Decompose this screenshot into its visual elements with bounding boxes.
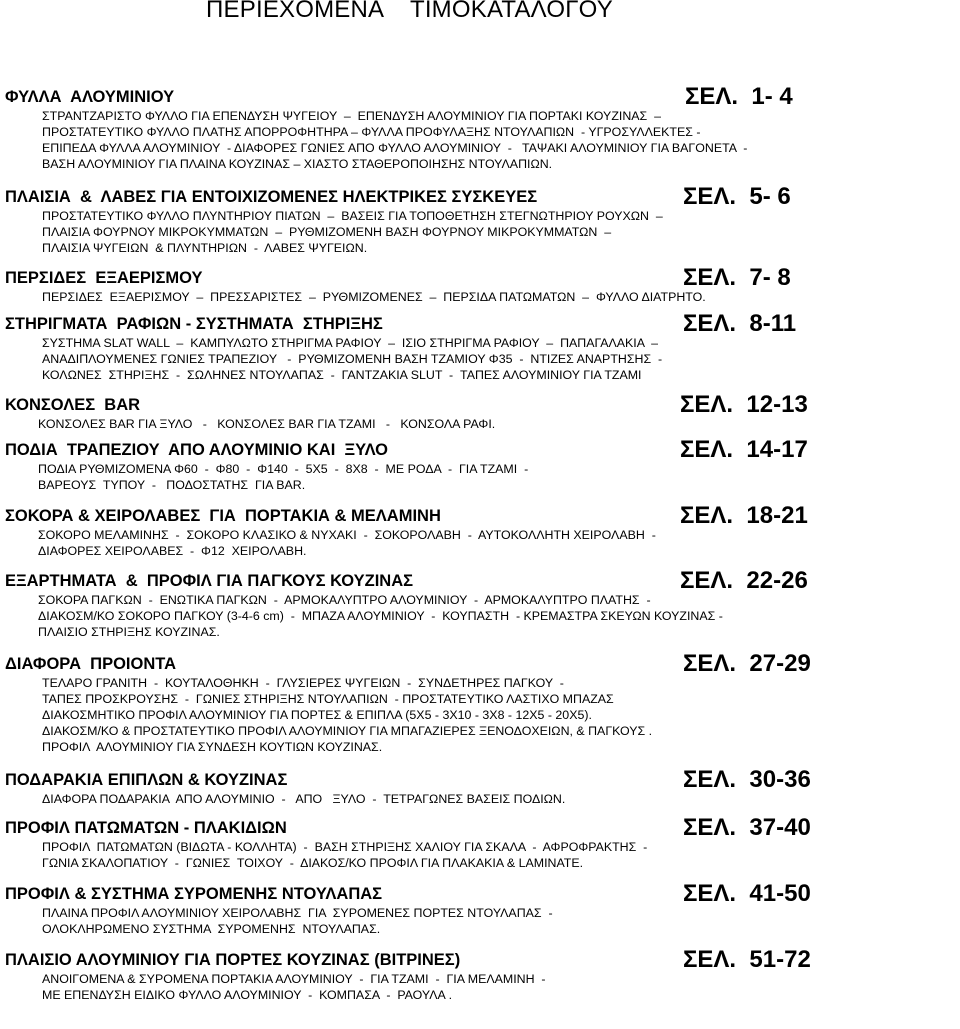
section-line: ΠΛΑΙΣΙΑ ΨΥΓΕΙΩΝ & ΠΛΥΝΤΗΡΙΩΝ - ΛΑΒΕΣ ΨΥΓΕΙΩΝ. [42, 241, 368, 255]
section-heading: ΠΟΔΙΑ ΤΡΑΠΕΖΙΟΥ ΑΠΟ ΑΛΟΥΜΙΝΙΟ ΚΑΙ ΞΥΛΟ [5, 441, 388, 459]
section-line: ΠΛΑΙΣΙΟ ΣΤΗΡΙΞΗΣ ΚΟΥΖΙΝΑΣ. [38, 625, 220, 639]
section-pages: ΣΕΛ. 1- 4 [685, 83, 793, 110]
toc-section [0, 184, 960, 256]
section-pages: ΣΕΛ. 30-36 [683, 766, 811, 793]
section-heading: ΣΤΗΡΙΓΜΑΤΑ ΡΑΦΙΩΝ - ΣΥΣΤΗΜΑΤΑ ΣΤΗΡΙΞΗΣ [5, 315, 383, 333]
section-header [0, 265, 960, 289]
section-line: ΚΟΛΩΝΕΣ ΣΤΗΡΙΞΗΣ - ΣΩΛΗΝΕΣ ΝΤΟΥΛΑΠΑΣ - ΓΑΝΤΖΑΚΙΑ SLUT - ΤΑΠΕΣ ΑΛΟΥΜΙΝΙΟΥ ΓΙΑ ΤΖΑΜΙ [42, 368, 642, 382]
section-line: ΠΡΟΦΙΛ ΑΛΟΥΜΙΝΙΟΥ ΓΙΑ ΣΥΝΔΕΣΗ ΚΟΥΤΙΩΝ ΚΟΥΖΙΝΑΣ. [42, 740, 383, 754]
toc-section [0, 311, 960, 383]
section-pages: ΣΕΛ. 51-72 [683, 946, 811, 973]
section-line: ΔΙΑΦΟΡΑ ΠΟΔΑΡΑΚΙΑ ΑΠΟ ΑΛΟΥΜΙΝΙΟ - ΑΠΟ ΞΥΛΟ - ΤΕΤΡΑΓΩΝΕΣ ΒΑΣΕΙΣ ΠΟΔΙΩΝ. [42, 792, 566, 806]
section-line: ΔΙΑΚΟΣΜ/ΚΟ ΣΟΚΟΡΟ ΠΑΓΚΟΥ (3-4-6 cm) - ΜΠΑΖΑ ΑΛΟΥΜΙΝΙΟΥ - ΚΟΥΠΑΣΤΗ - ΚΡΕΜΑΣΤΡΑ ΣΚΕΥΩΝ ΚΟΥΖΙΝΑΣ - [38, 609, 723, 623]
section-header [0, 767, 960, 791]
section-line: ΔΙΑΚΟΣΜ/ΚΟ & ΠΡΟΣΤΑΤΕΥΤΙΚΟ ΠΡΟΦΙΛ ΑΛΟΥΜΙΝΙΟΥ ΓΙΑ ΜΠΑΓΑΖΙΕΡΕΣ ΞΕΝΟΔΟΧΕΙΩΝ, & ΠΑΓΚΟΥΣ . [42, 724, 653, 738]
toc-section [0, 437, 960, 493]
section-line: ΠΕΡΣΙΔΕΣ ΕΞΑΕΡΙΣΜΟΥ – ΠΡΕΣΣΑΡΙΣΤΕΣ – ΡΥΘΜΙΖΟΜΕΝΕΣ – ΠΕΡΣΙΔΑ ΠΑΤΩΜΑΤΩΝ – ΦΥΛΛΟ ΔΙΑΤΡΗΤΟ. [42, 290, 706, 304]
section-line: ΠΛΑΙΝΑ ΠΡΟΦΙΛ ΑΛΟΥΜΙΝΙΟΥ ΧΕΙΡΟΛΑΒΗΣ ΓΙΑ ΣΥΡΟΜΕΝΕΣ ΠΟΡΤΕΣ ΝΤΟΥΛΑΠΑΣ - [42, 906, 553, 920]
section-pages: ΣΕΛ. 8-11 [683, 310, 797, 337]
section-line: ΟΛΟΚΛΗΡΩΜΕΝΟ ΣΥΣΤΗΜΑ ΣΥΡΟΜΕΝΗΣ ΝΤΟΥΛΑΠΑΣ. [42, 922, 381, 936]
toc-section [0, 568, 960, 640]
section-heading: ΔΙΑΦΟΡΑ ΠΡΟΙΟΝΤΑ [5, 655, 177, 673]
section-heading: ΠΡΟΦΙΛ & ΣΥΣΤΗΜΑ ΣΥΡΟΜΕΝΗΣ ΝΤΟΥΛΑΠΑΣ [5, 885, 383, 903]
section-line: ΜΕ ΕΠΕΝΔΥΣΗ ΕΙΔΙΚΟ ΦΥΛΛΟ ΑΛΟΥΜΙΝΙΟΥ - ΚΟΜΠΑΣΑ - ΡΑΟΥΛΑ . [42, 988, 453, 1002]
toc-section [0, 767, 960, 807]
section-heading: ΣΟΚΟΡΑ & ΧΕΙΡΟΛΑΒΕΣ ΓΙΑ ΠΟΡΤΑΚΙΑ & ΜΕΛΑΜΙΝΗ [5, 507, 441, 525]
section-line: ΠΡΟΦΙΛ ΠΑΤΩΜΑΤΩΝ (ΒΙΔΩΤΑ - ΚΟΛΛΗΤΑ) - ΒΑΣΗ ΣΤΗΡΙΞΗΣ ΧΑΛΙΟΥ ΓΙΑ ΣΚΑΛΑ - ΑΦΡΟΦΡΑΚΤΗΣ - [42, 840, 648, 854]
section-header [0, 651, 960, 675]
section-line: ΤΑΠΕΣ ΠΡΟΣΚΡΟΥΣΗΣ - ΓΩΝΙΕΣ ΣΤΗΡΙΞΗΣ ΝΤΟΥΛΑΠΙΩΝ - ΠΡΟΣΤΑΤΕΥΤΙΚΟ ΛΑΣΤΙΧΟ ΜΠΑΖΑΣ [42, 692, 614, 706]
section-pages: ΣΕΛ. 18-21 [680, 502, 808, 529]
section-line: ΣΟΚΟΡΟ ΜΕΛΑΜΙΝΗΣ - ΣΟΚΟΡΟ ΚΛΑΣΙΚΟ & ΝΥΧΑΚΙ - ΣΟΚΟΡΟΛΑΒΗ - ΑΥΤΟΚΟΛΛΗΤΗ ΧΕΙΡΟΛΑΒΗ - [38, 528, 656, 542]
section-line: ΒΑΣΗ ΑΛΟΥΜΙΝΙΟΥ ΓΙΑ ΠΛΑΙΝΑ ΚΟΥΖΙΝΑΣ – ΧΙΑΣΤΟ ΣΤΑΘΕΡΟΠΟΙΗΣΗΣ ΝΤΟΥΛΑΠΙΩΝ. [42, 157, 553, 171]
section-heading: ΦΥΛΛΑ ΑΛΟΥΜΙΝΙΟΥ [5, 88, 175, 106]
section-header [0, 815, 960, 839]
section-heading: ΠΛΑΙΣΙΑ & ΛΑΒΕΣ ΓΙΑ ΕΝΤΟΙΧΙΖΟΜΕΝΕΣ ΗΛΕΚΤΡΙΚΕΣ ΣΥΣΚΕΥΕΣ [5, 188, 538, 206]
section-header [0, 311, 960, 335]
section-pages: ΣΕΛ. 14-17 [680, 436, 808, 463]
section-header [0, 184, 960, 208]
section-header [0, 503, 960, 527]
toc-section [0, 503, 960, 559]
toc-section [0, 815, 960, 871]
section-header [0, 84, 960, 108]
section-pages: ΣΕΛ. 22-26 [680, 567, 808, 594]
section-heading: ΠΡΟΦΙΛ ΠΑΤΩΜΑΤΩΝ - ΠΛΑΚΙΔΙΩΝ [5, 819, 287, 837]
toc-section [0, 84, 960, 172]
section-pages: ΣΕΛ. 7- 8 [683, 264, 791, 291]
section-line: ΔΙΑΦΟΡΕΣ ΧΕΙΡΟΛΑΒΕΣ - Φ12 ΧΕΙΡΟΛΑΒΗ. [38, 544, 307, 558]
section-header [0, 437, 960, 461]
section-line: ΣΟΚΟΡΑ ΠΑΓΚΩΝ - ΕΝΩΤΙΚΑ ΠΑΓΚΩΝ - ΑΡΜΟΚΑΛΥΠΤΡΟ ΑΛΟΥΜΙΝΙΟΥ - ΑΡΜΟΚΑΛΥΠΤΡΟ ΠΛΑΤΗΣ - [38, 593, 651, 607]
section-line: ΠΛΑΙΣΙΑ ΦΟΥΡΝΟΥ ΜΙΚΡΟΚΥΜΜΑΤΩΝ – ΡΥΘΜΙΖΟΜΕΝΗ ΒΑΣΗ ΦΟΥΡΝΟΥ ΜΙΚΡΟΚΥΜΜΑΤΩΝ – [42, 225, 612, 239]
section-line: ΠΟΔΙΑ ΡΥΘΜΙΖΟΜΕΝΑ Φ60 - Φ80 - Φ140 - 5Χ5 - 8Χ8 - ΜΕ ΡΟΔΑ - ΓΙΑ ΤΖΑΜΙ - [38, 462, 529, 476]
section-pages: ΣΕΛ. 37-40 [683, 814, 811, 841]
section-pages: ΣΕΛ. 5- 6 [683, 183, 791, 210]
section-heading: ΠΛΑΙΣΙΟ ΑΛΟΥΜΙΝΙΟΥ ΓΙΑ ΠΟΡΤΕΣ ΚΟΥΖΙΝΑΣ (ΒΙΤΡΙΝΕΣ) [5, 951, 461, 969]
section-line: ΕΠΙΠΕΔΑ ΦΥΛΛΑ ΑΛΟΥΜΙΝΙΟΥ - ΔΙΑΦΟΡΕΣ ΓΩΝΙΕΣ ΑΠΟ ΦΥΛΛΟ ΑΛΟΥΜΙΝΙΟΥ - ΤΑΨΑΚΙ ΑΛΟΥΜΙΝΙΟΥ ΓΙΑ ΒΑΓΟΝΕΤΑ - [42, 141, 748, 155]
section-pages: ΣΕΛ. 41-50 [683, 880, 811, 907]
section-header [0, 392, 960, 416]
section-pages: ΣΕΛ. 12-13 [680, 391, 808, 418]
section-line: ΠΡΟΣΤΑΤΕΥΤΙΚΟ ΦΥΛΛΟ ΠΛΥΝΤΗΡΙΟΥ ΠΙΑΤΩΝ – ΒΑΣΕΙΣ ΓΙΑ ΤΟΠΟΘΕΤΗΣΗ ΣΤΕΓΝΩΤΗΡΙΟΥ ΡΟΥΧΩΝ – [42, 209, 663, 223]
section-line: ΓΩΝΙΑ ΣΚΑΛΟΠΑΤΙΟΥ - ΓΩΝΙΕΣ ΤΟΙΧΟΥ - ΔΙΑΚΟΣ/ΚΟ ΠΡΟΦΙΛ ΓΙΑ ΠΛΑΚΑΚΙΑ & LAMINATE. [42, 856, 584, 870]
toc-section [0, 392, 960, 432]
section-line: ΔΙΑΚΟΣΜΗΤΙΚΟ ΠΡΟΦΙΛ ΑΛΟΥΜΙΝΙΟΥ ΓΙΑ ΠΟΡΤΕΣ & ΕΠΙΠΛΑ (5Χ5 - 3Χ10 - 3Χ8 - 12Χ5 - 20Χ5). [42, 708, 592, 722]
section-line: ΑΝΑΔΙΠΛΟΥΜΕΝΕΣ ΓΩΝΙΕΣ ΤΡΑΠΕΖΙΟΥ - ΡΥΘΜΙΖΟΜΕΝΗ ΒΑΣΗ ΤΖΑΜΙΟΥ Φ35 - ΝΤΙΖΕΣ ΑΝΑΡΤΗΣΗΣ - [42, 352, 663, 366]
section-header [0, 947, 960, 971]
toc-section [0, 947, 960, 1003]
section-line: ΑΝΟΙΓΟΜΕΝΑ & ΣΥΡΟΜΕΝΑ ΠΟΡΤΑΚΙΑ ΑΛΟΥΜΙΝΙΟΥ - ΓΙΑ ΤΖΑΜΙ - ΓΙΑ ΜΕΛΑΜΙΝΗ - [42, 972, 546, 986]
section-line: ΒΑΡΕΟΥΣ ΤΥΠΟΥ - ΠΟΔΟΣΤΑΤΗΣ ΓΙΑ BAR. [38, 478, 306, 492]
section-heading: ΚΟΝΣΟΛΕΣ BAR [5, 396, 141, 414]
section-heading: ΠΟΔΑΡΑΚΙΑ ΕΠΙΠΛΩΝ & ΚΟΥΖΙΝΑΣ [5, 771, 288, 789]
section-line: ΤΕΛΑΡΟ ΓΡΑΝΙΤΗ - ΚΟΥΤΑΛΟΘΗΚΗ - ΓΛΥΣΙΕΡΕΣ ΨΥΓΕΙΩΝ - ΣΥΝΔΕΤΗΡΕΣ ΠΑΓΚΟΥ - [42, 676, 564, 690]
section-line: ΚΟΝΣΟΛΕΣ BAR ΓΙΑ ΞΥΛΟ - ΚΟΝΣΟΛΕΣ BAR ΓΙΑ ΤΖΑΜΙ - ΚΟΝΣΟΛΑ ΡΑΦΙ. [38, 417, 496, 431]
section-heading: ΕΞΑΡΤΗΜΑΤΑ & ΠΡΟΦΙΛ ΓΙΑ ΠΑΓΚΟΥΣ ΚΟΥΖΙΝΑΣ [5, 572, 414, 590]
section-heading: ΠΕΡΣΙΔΕΣ ΕΞΑΕΡΙΣΜΟΥ [5, 269, 203, 287]
section-header [0, 568, 960, 592]
section-line: ΠΡΟΣΤΑΤΕΥΤΙΚΟ ΦΥΛΛΟ ΠΛΑΤΗΣ ΑΠΟΡΡΟΦΗΤΗΡΑ – ΦΥΛΛΑ ΠΡΟΦΥΛΑΞΗΣ ΝΤΟΥΛΑΠΙΩΝ - ΥΓΡΟΣΥΛΛΕΚΤΕΣ - [42, 125, 701, 139]
section-pages: ΣΕΛ. 27-29 [683, 650, 811, 677]
section-line: ΣΥΣΤΗΜΑ SLAT WALL – ΚΑΜΠΥΛΩΤΟ ΣΤΗΡΙΓΜΑ ΡΑΦΙΟΥ – ΙΣΙΟ ΣΤΗΡΙΓΜΑ ΡΑΦΙΟΥ – ΠΑΠΑΓΑΛΑΚΙΑ – [42, 336, 659, 350]
section-line: ΣΤΡΑΝΤΖΑΡΙΣΤΟ ΦΥΛΛΟ ΓΙΑ ΕΠΕΝΔΥΣΗ ΨΥΓΕΙΟΥ – ΕΠΕΝΔΥΣΗ ΑΛΟΥΜΙΝΙΟΥ ΓΙΑ ΠΟΡΤΑΚΙ ΚΟΥΖΙΝΑΣ – [42, 109, 661, 123]
page-title: ΠΕΡΙΕΧΟΜΕΝΑ ΤΙΜΟΚΑΤΑΛΟΓΟΥ [206, 0, 613, 23]
toc-section [0, 651, 960, 755]
toc-section [0, 881, 960, 937]
section-header [0, 881, 960, 905]
toc-section [0, 265, 960, 305]
